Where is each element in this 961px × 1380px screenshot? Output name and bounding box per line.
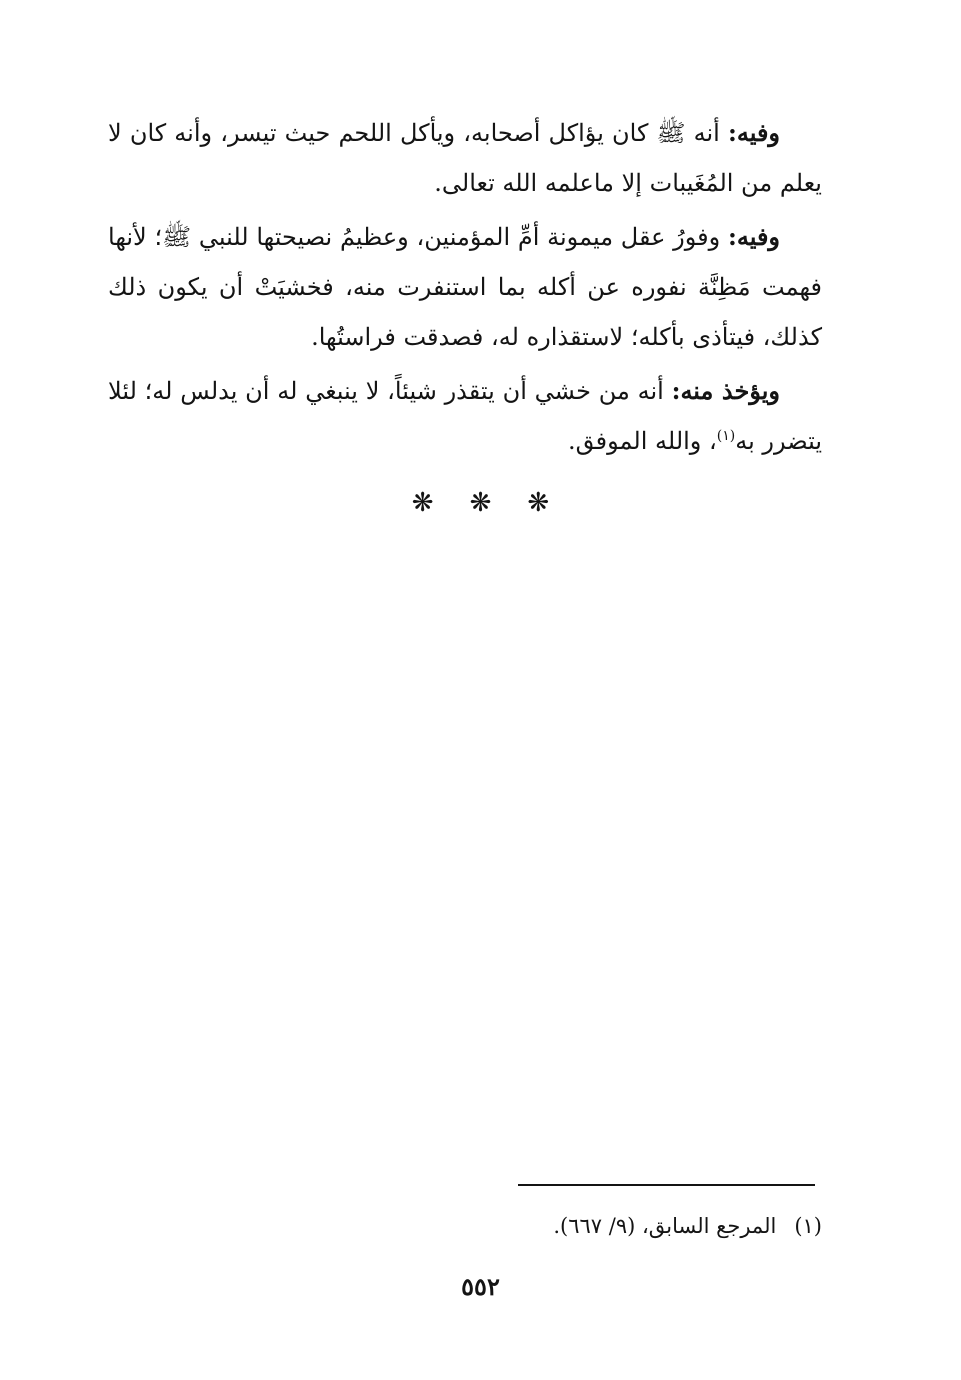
paragraph-2 [108,212,822,362]
footnote-divider [518,1184,815,1186]
paragraph-1-lead: وفيه: [727,118,780,147]
main-text [108,108,822,470]
asterism-mark: ❋ [411,488,434,518]
paragraph-2-lead: وفيه: [727,222,780,251]
footnote-reference[interactable]: (١) [716,428,736,444]
paragraph-3-lead: ويؤخذ منه: [671,376,780,405]
paragraph-2-text: وفورُ عقل ميمونة أمِّ المؤمنين، وعظيمُ نصيحتها للنبي ﷺ؛ لأنها فهمت مَظِنَّة نفوره عن أكله بما استنفرت منه، فخشيَتْ أن يكون ذلك كذلك، فيتأذى بأكله؛ لاستقذاره له، فصدقت فراستُها. [108,223,822,351]
section-separator [0,488,961,518]
paragraph-3-tail: ، والله الموفق. [568,427,717,455]
page-number: ٥٥٢ [461,1272,500,1301]
footnote-number: (١) [794,1214,822,1238]
footnote-1 [108,1208,822,1244]
paragraph-1 [108,108,822,208]
paragraph-3-text: أنه من خشي أن يتقذر شيئاً، لا ينبغي له أن يدلس له؛ لئلا يتضرر به [108,377,822,455]
asterism-mark: ❋ [469,488,492,518]
asterism-mark: ❋ [527,488,550,518]
footnote-text: المرجع السابق، (٩/ ٦٦٧). [553,1214,777,1238]
paragraph-1-text: أنه ﷺ كان يؤاكل أصحابه، ويأكل اللحم حيث تيسر، وأنه كان لا يعلم من المُغَيبات إلا ماعلمه الله تعالى. [108,119,822,197]
paragraph-3 [108,366,822,466]
